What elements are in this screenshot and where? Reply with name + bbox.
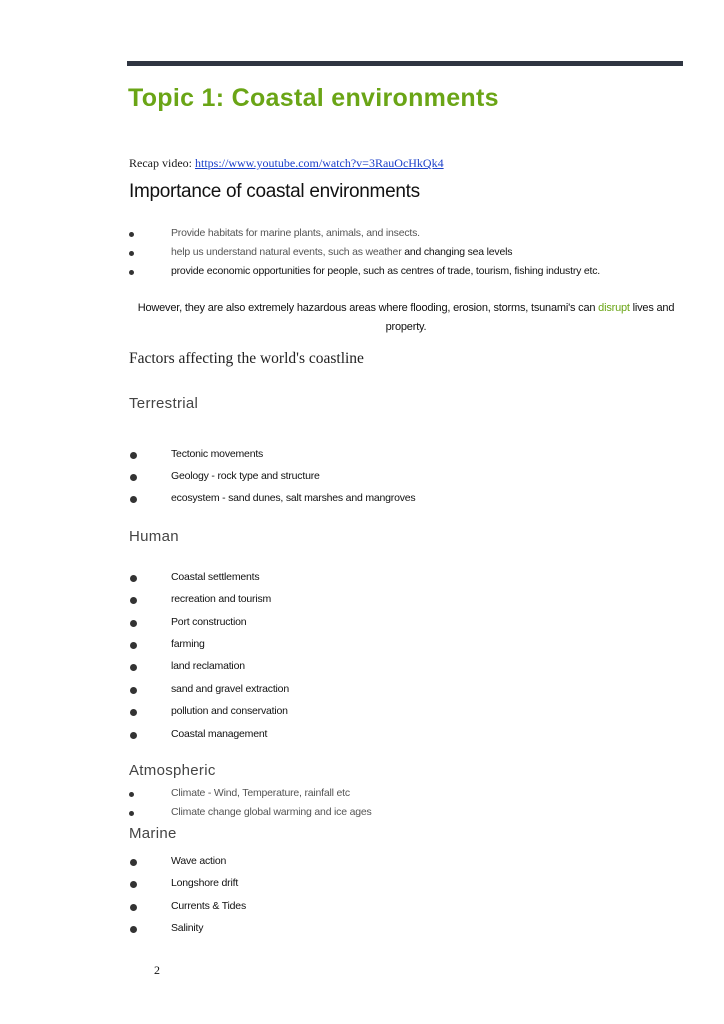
importance-heading: Importance of coastal environments [129,181,420,202]
bullet-text: ecosystem - sand dunes, salt marshes and mangroves [171,492,416,504]
bullet-icon [130,926,137,933]
terrestrial-heading: Terrestrial [129,395,199,412]
recap-line [129,156,444,171]
bullet-text: recreation and tourism [171,593,272,605]
bullet-text: Longshore drift [171,877,239,889]
bullet-icon [130,664,137,671]
bullet-text: Port construction [171,616,247,628]
factors-heading: Factors affecting the world's coastline [129,350,364,367]
bullet-icon [129,811,134,816]
bullet-icon [130,496,137,503]
paragraph-text: However, they are also extremely hazardous areas where flooding, erosion, storms, tsunami's can [137,302,599,314]
bullet-text-dark: provide economic opportunities for people, such as centres of trade, tourism, fishing industry etc. [171,265,601,277]
bullet-text: Coastal management [171,728,268,740]
highlighted-word: disrupt [598,302,630,314]
bullet-text: Currents & Tides [171,900,246,912]
bullet-icon [130,709,137,716]
page-number: 2 [154,963,160,977]
atmospheric-heading: Atmospheric [129,762,216,779]
bullet-icon [130,474,137,481]
bullet-icon [130,881,137,888]
bullet-text: Salinity [171,922,204,934]
bullet-icon [130,687,137,694]
bullet-icon [130,597,137,604]
bullet-icon [130,859,137,866]
bullet-text: Climate - Wind, Temperature, rainfall etc [171,787,350,799]
hazard-paragraph [128,299,684,337]
bullet-text: Coastal settlements [171,571,260,583]
bullet-icon [130,452,137,459]
bullet-text: Provide habitats for marine plants, animals, and insects. [171,227,420,239]
bullet-text: help us understand natural events, such as weather [171,246,405,258]
bullet-icon [130,732,137,739]
bullet-icon [130,620,137,627]
top-rule [127,61,683,66]
paragraph-text: lives and property. [385,302,675,333]
bullet-icon [129,270,134,275]
bullet-text: farming [171,638,205,650]
bullet-text: Tectonic movements [171,448,264,460]
bullet-icon [130,575,137,582]
bullet-text: land reclamation [171,660,245,672]
bullet-text: pollution and conservation [171,705,288,717]
bullet-icon [129,251,134,256]
bullet-text: Climate change global warming and ice ages [171,806,372,818]
bullet-text: Wave action [171,855,227,867]
bullet-icon [129,232,134,237]
bullet-text-dark: and changing sea levels [404,246,513,258]
human-heading: Human [129,528,179,545]
bullet-text: sand and gravel extraction [171,683,289,695]
bullet-icon [129,792,134,797]
recap-video-link[interactable]: https://www.youtube.com/watch?v=3RauOcHkQk4 [194,156,444,170]
bullet-icon [130,642,137,649]
bullet-text: Geology - rock type and structure [171,470,320,482]
page-title: Topic 1: Coastal environments [128,84,499,112]
recap-label: Recap video: [129,156,195,170]
marine-heading: Marine [129,825,177,842]
bullet-icon [130,904,137,911]
